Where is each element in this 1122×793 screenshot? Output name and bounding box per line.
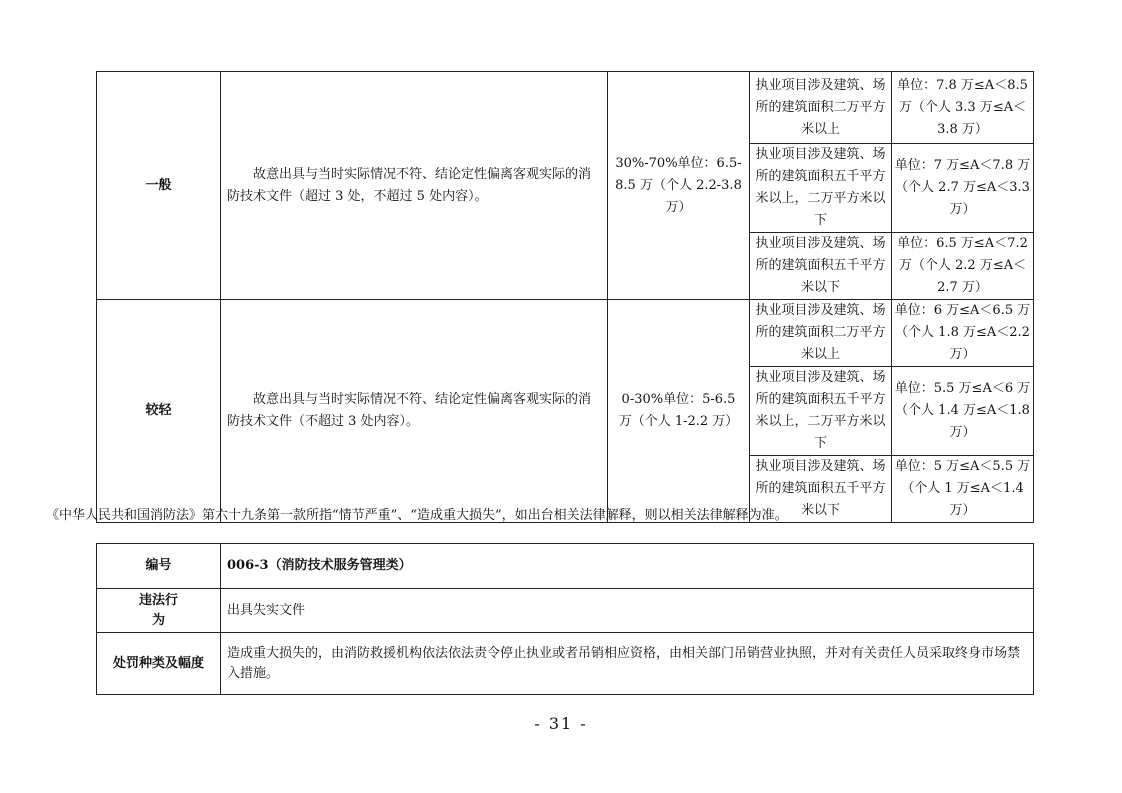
table-row (97, 633, 1034, 695)
fine-cell: 单位：5.5 万≤A＜6 万（个人 1.4 万≤A＜1.8 万） (892, 367, 1034, 456)
penalty-standard-table (96, 71, 1034, 523)
footnote: 《中华人民共和国消防法》第六十九条第一款所指“情节严重”、“造成重大损失”，如出台相关法律解释，则以相关法律解释为准。 (46, 508, 788, 523)
fine-cell: 单位：5 万≤A＜5.5 万（个人 1 万≤A＜1.4 万） (892, 456, 1034, 523)
table-row (97, 544, 1034, 589)
condition-cell: 执业项目涉及建筑、场所的建筑面积五千平方米以下 (750, 233, 892, 300)
fine-cell: 单位：7 万≤A＜7.8 万（个人 2.7 万≤A＜3.3 万） (892, 144, 1034, 233)
page-number: - 31 - (534, 714, 588, 733)
penalty-range-cell: 30%-70%单位：6.5-8.5 万（个人 2.2-3.8 万） (608, 72, 750, 300)
table-row (97, 72, 1034, 144)
behavior-label: 违法行为 (97, 589, 221, 633)
condition-cell: 执业项目涉及建筑、场所的建筑面积二万平方米以上 (750, 300, 892, 367)
fine-cell: 单位：6.5 万≤A＜7.2 万（个人 2.2 万≤A＜2.7 万） (892, 233, 1034, 300)
penalty-value: 造成重大损失的，由消防救援机构依法依法责令停止执业或者吊销相应资格，由相关部门吊销营业执照，并对有关责任人员采取终身市场禁入措施。 (221, 633, 1034, 695)
table-row (97, 589, 1034, 633)
behavior-value: 出具失实文件 (221, 589, 1034, 633)
condition-cell: 执业项目涉及建筑、场所的建筑面积二万平方米以上 (750, 72, 892, 144)
number-label: 编号 (97, 544, 221, 589)
severity-level-cell: 较轻 (97, 300, 221, 523)
fine-cell: 单位：6 万≤A＜6.5 万（个人 1.8 万≤A＜2.2 万） (892, 300, 1034, 367)
fine-cell: 单位：7.8 万≤A＜8.5 万（个人 3.3 万≤A＜3.8 万） (892, 72, 1034, 144)
violation-info-table (96, 543, 1034, 695)
table-row (97, 300, 1034, 367)
penalty-range-cell: 0-30%单位：5-6.5 万（个人 1-2.2 万） (608, 300, 750, 523)
condition-cell: 执业项目涉及建筑、场所的建筑面积五千平方米以下 (750, 456, 892, 523)
condition-cell: 执业项目涉及建筑、场所的建筑面积五千平方米以上，二万平方米以下 (750, 144, 892, 233)
number-value: 006-3（消防技术服务管理类） (221, 544, 1034, 589)
violation-description-cell: 故意出具与当时实际情况不符、结论定性偏离客观实际的消防技术文件（超过 3 处，不超过 5 处内容）。 (221, 72, 608, 300)
violation-description-cell: 故意出具与当时实际情况不符、结论定性偏离客观实际的消防技术文件（不超过 3 处内容）。 (221, 300, 608, 523)
penalty-label: 处罚种类及幅度 (97, 633, 221, 695)
severity-level-cell: 一般 (97, 72, 221, 300)
condition-cell: 执业项目涉及建筑、场所的建筑面积五千平方米以上，二万平方米以下 (750, 367, 892, 456)
